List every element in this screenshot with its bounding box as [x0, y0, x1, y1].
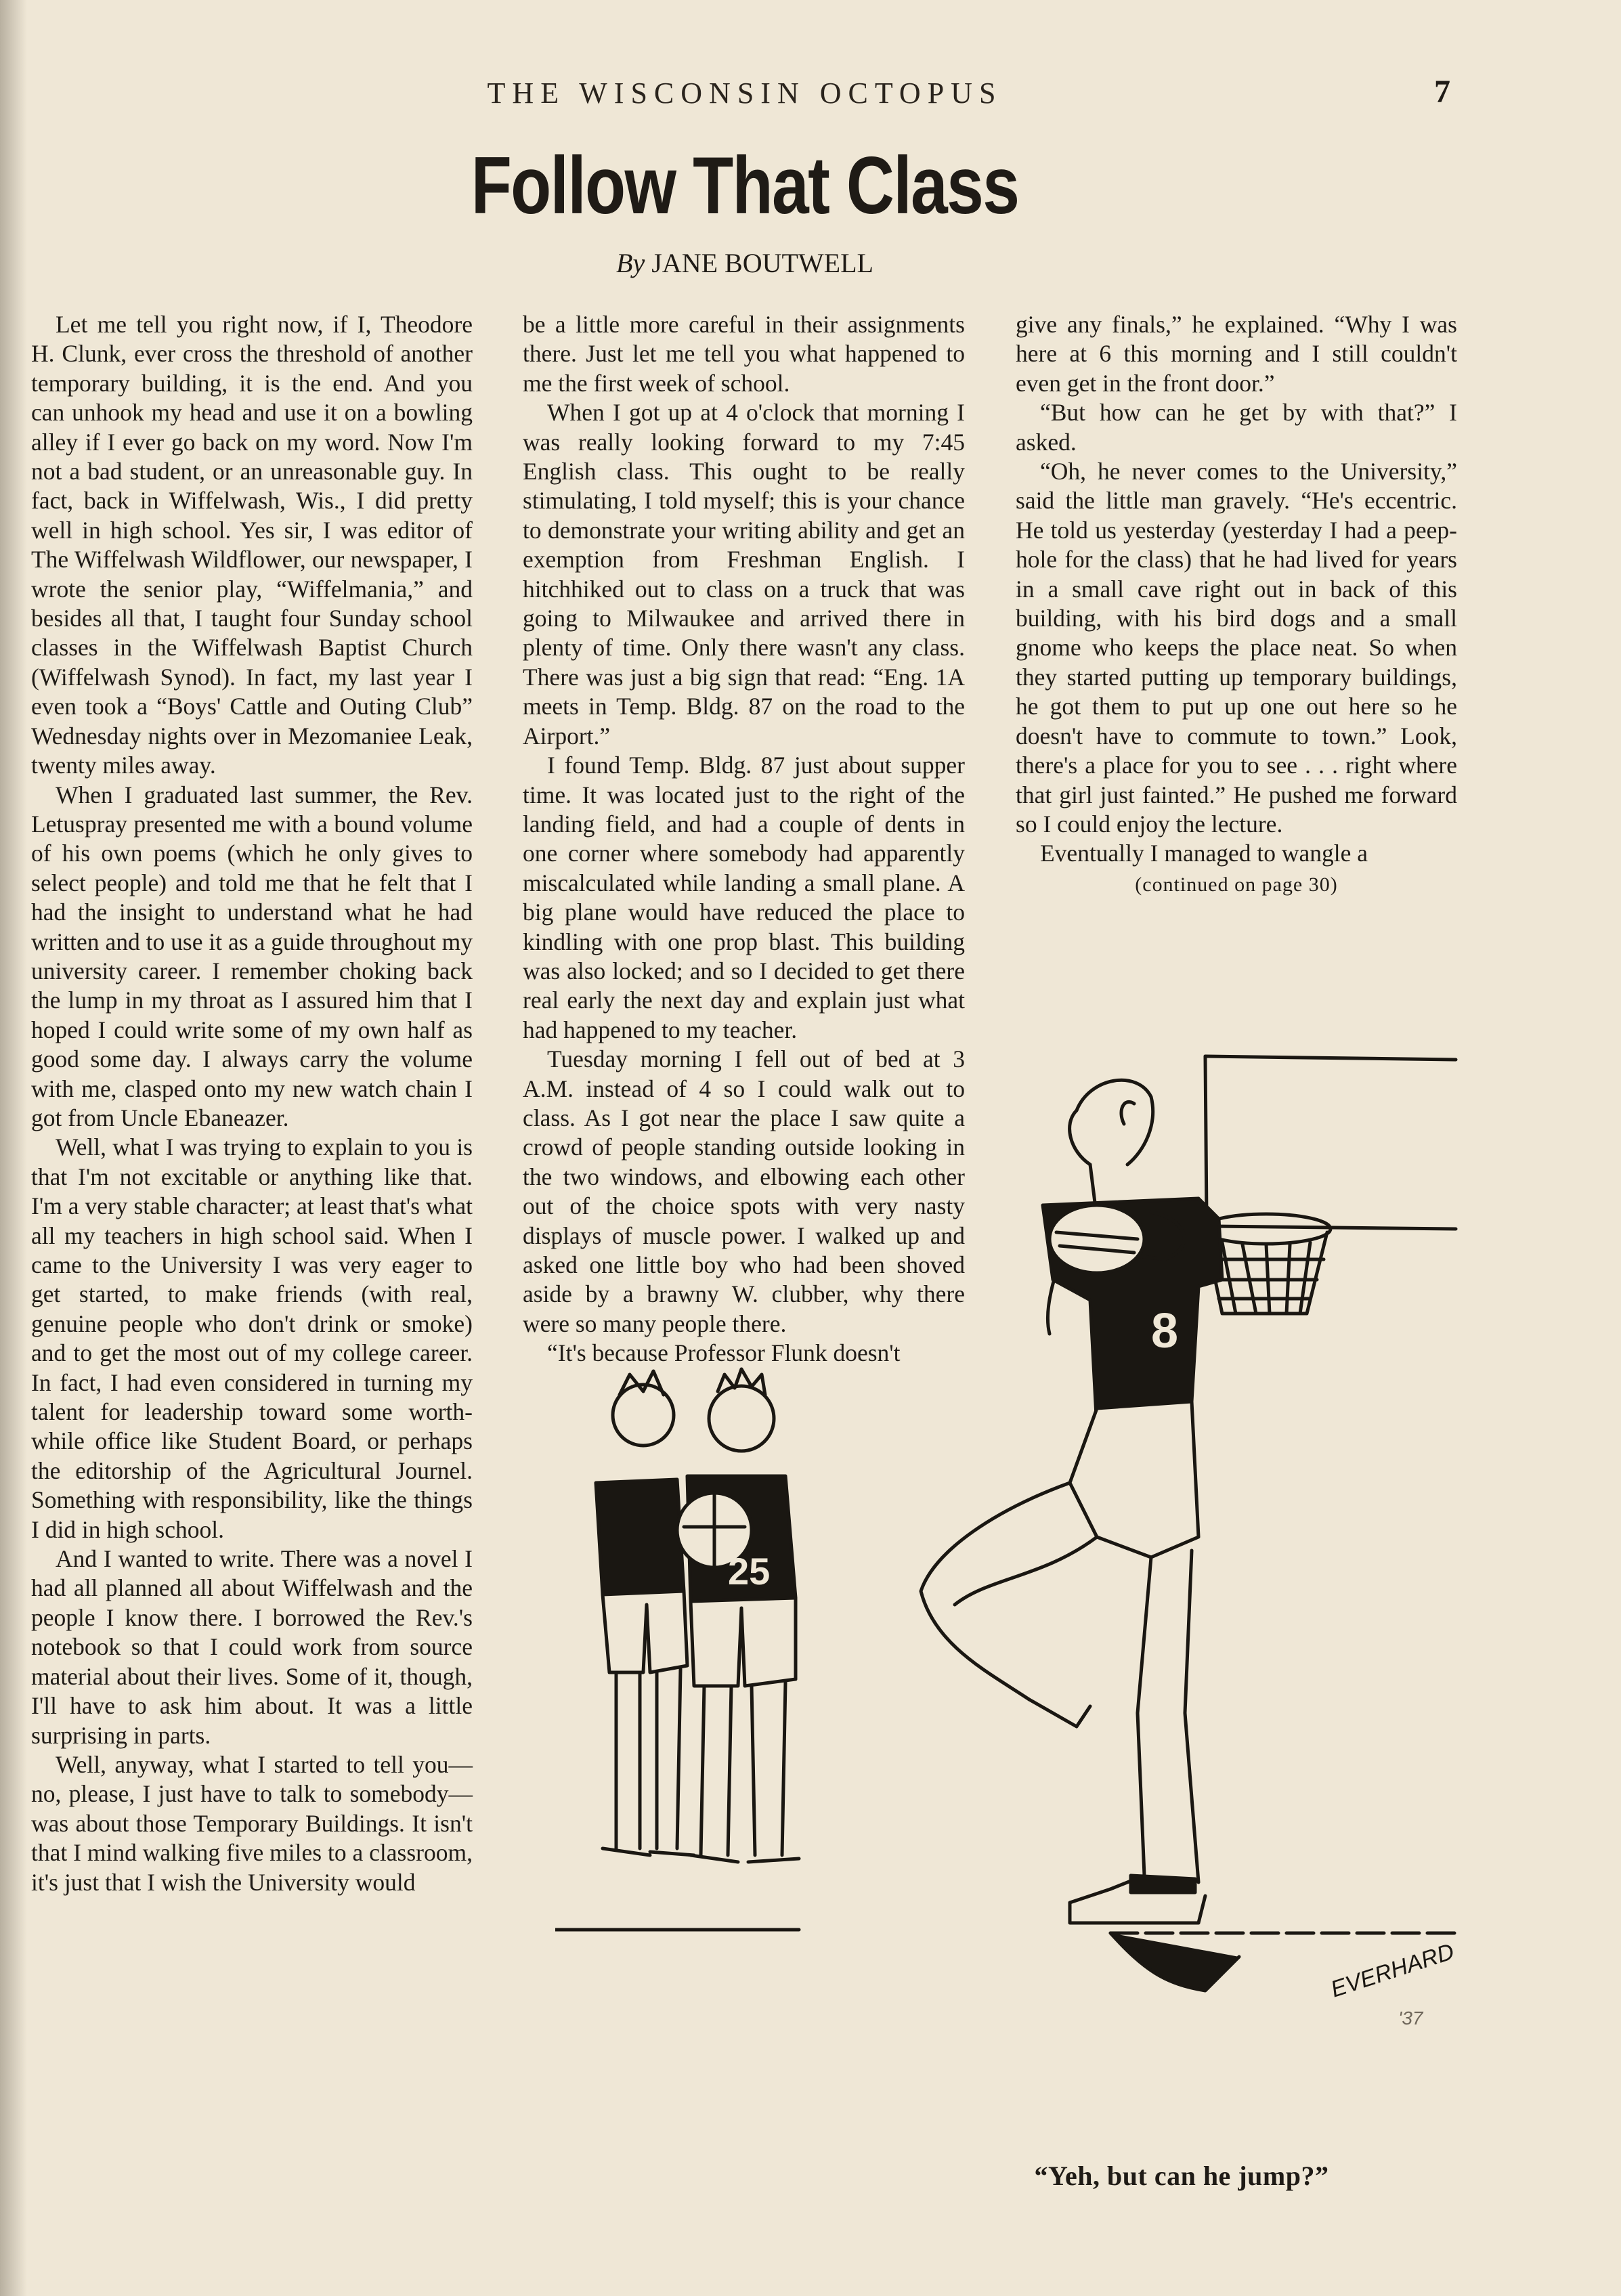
binding-shadow: [0, 0, 27, 2296]
paragraph: Eventually I managed to wangle a: [1040, 840, 1368, 867]
paragraph: I found Temp. Bldg. 87 just about supper time. It was located just to the right of the landing field, and had a couple of dents in one corner where somebody had apparently miscalculated while landing a small plane. A big plane would have reduced the place to kindling with one prop blast. This building was also locked; and so I decided to get there real early the next day and explain just what had happened to my teacher.: [523, 752, 965, 1043]
paragraph: When I graduated last summer, the Rev. Letuspray presented me with a bound volume of his own poems (which he only gives to select people) and told me that he felt that I had the insight to understand what he had written and to use it as a guide throughout my university career. I remember choking back the lump in my throat as I assured him that I hoped I could write some of my own half as good some day. I always carry the volume with me, clasped onto my new watch chain I got from Uncle Ebaneazer.: [31, 781, 473, 1131]
author-name: JANE BOUTWELL: [651, 248, 873, 278]
paragraph: “But how can he get by with that?” I asked.: [1016, 399, 1457, 456]
tall-player-jersey-number: 8: [1151, 1304, 1179, 1358]
cartoon-caption: “Yeh, but can he jump?”: [1034, 2161, 1329, 2191]
paragraph: Let me tell you right now, if I, Theodore H. Clunk, ever cross the threshold of another temporary building, it is the end. And you can unhook my head and use it on a bowling alley if I ever go back on my word. Now I'm not a bad student, or an unreasonable guy. In fact, back in Wiffelwash, Wis., I did pretty well in high school. Yes sir, I was editor of The Wiffelwash Wildflower, our newspaper, I wrote the senior play, “Wiffelmania,” and besides all that, I taught four Sunday school classes in the Wiffelwash Baptist Church (Wiffelwash Synod). In fact, my last year I even took a “Boys' Cattle and Outing Club” Wednesday nights over in Mezomaniee Leak, twenty miles away.: [31, 311, 473, 779]
paragraph: Well, what I was trying to explain to you is that I'm not excitable or anything like that. I'm a very stable character; at least that's what all my teachers in high school said. When I came to the University I was very eager to get started, to make friends (with real, genuine people who don't drink or smoke) and to get the most out of my college career. In fact, I had even considered in turning my talent for leadership toward some worth-while office like Student Board, or perhaps the editorship of the Agricultural Journel. Something with responsibility, like the things I did in high school.: [31, 1133, 473, 1543]
text-column-1: [31, 310, 473, 1897]
paragraph: Well, anyway, what I started to tell you—no, please, I just have to talk to somebody—was about those Temporary Buildings. It isn't that I mind walking five miles to a classroom, it's just that I wish the University would: [31, 1750, 473, 1896]
paragraph: Tuesday morning I fell out of bed at 3 A.M. instead of 4 so I could walk out to class. As I got near the place I saw quite a crowd of people standing outside looking in the two windows, and elbowing each other out of the choice spots with very nasty displays of muscle power. I walked up and asked one little boy who had been shoved aside by a brawny W. clubber, why there were so many people there.: [523, 1045, 965, 1337]
article-title: Follow That Class: [471, 140, 1019, 231]
artist-signature: EVERHARD: [1327, 1938, 1458, 2003]
artist-signature-year: '37: [1398, 2008, 1423, 2029]
page-number: 7: [1434, 74, 1450, 110]
continued-note: (continued on page 30): [1135, 873, 1338, 896]
byline: [0, 247, 1490, 279]
paragraph: When I got up at 4 o'clock that morning I was really looking forward to my 7:45 English class. This ought to be really stimulating, I told myself; this is your chance to demonstrate your writing ability and get an exemption from Freshman English. I hitchhiked out to class on a truck that was going to Milwaukee and arrived there in plenty of time. Only there wasn't any class. There was just a big sign that read: “Eng. 1A meets in Temp. Bldg. 87 on the road to the Airport.”: [523, 399, 965, 750]
paragraph: “It's because Professor Flunk doesn't: [547, 1339, 901, 1367]
tall-player: [921, 1080, 1222, 1923]
short-player-jersey-number: 25: [728, 1550, 771, 1593]
floor: [555, 1930, 1456, 1991]
byline-prefix: By: [616, 248, 645, 278]
short-player-left: [596, 1371, 694, 1855]
running-head: THE WISCONSIN OCTOPUS: [487, 77, 1003, 110]
paragraph: give any finals,” he explained. “Why I was here at 6 this morning and I still couldn't even get in the front door.”: [1016, 311, 1457, 397]
paragraph: “Oh, he never comes to the University,” said the little man gravely. “He's eccentric. He told us yesterday (yesterday I had a peep-hole for the class) that he had lived for years in a small cave right out in back of this building, with his bird dogs and a small gnome who keeps the place neat. So when they started putting up temporary buildings, he got them to put up one out here so he doesn't have to commute to town.” Look, there's a place for you to see . . . right where that girl just fainted.” He pushed me forward so I could enjoy the lecture.: [1016, 458, 1457, 838]
basketball-cartoon: [555, 995, 1476, 2119]
short-player-right: [677, 1369, 799, 1862]
text-column-3: [1016, 310, 1457, 899]
paragraph: And I wanted to write. There was a novel I had all planned all about Wiffelwash and the people I know there. I borrowed the Rev.'s notebook so that I could work from source material about their lives. Some of it, though, I'll have to ask him about. It was a little surprising in parts.: [31, 1545, 473, 1749]
paragraph: be a little more careful in their assignments there. Just let me tell you what happened to me the first week of school.: [523, 311, 965, 397]
